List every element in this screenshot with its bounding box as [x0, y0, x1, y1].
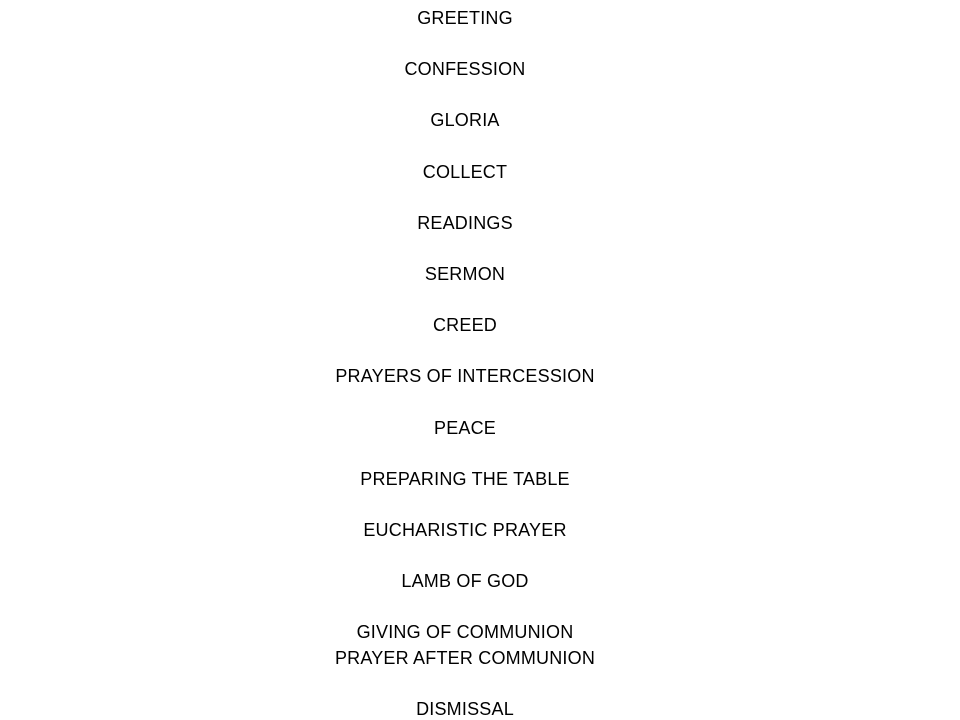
- liturgy-item-readings: READINGS: [417, 213, 513, 233]
- liturgy-item-preparing-the-table: PREPARING THE TABLE: [360, 469, 570, 489]
- liturgy-item-peace: PEACE: [433, 418, 497, 438]
- liturgy-item-lamb-of-god: LAMB OF GOD: [401, 571, 529, 591]
- liturgy-item-confession: CONFESSION: [404, 59, 526, 79]
- liturgy-item-prayers-of-intercession: PRAYERS OF INTERCESSION: [335, 366, 595, 386]
- liturgy-item-collect: COLLECT: [422, 162, 508, 182]
- liturgy-item-greeting: GREETING: [417, 8, 513, 28]
- liturgy-item-eucharistic-prayer: EUCHARISTIC PRAYER: [363, 520, 567, 540]
- liturgy-item-giving-of-communion: GIVING OF COMMUNION: [356, 622, 574, 642]
- liturgy-item-dismissal: DISMISSAL: [416, 699, 514, 719]
- liturgy-item-creed: CREED: [432, 315, 497, 335]
- liturgy-item-sermon: SERMON: [424, 264, 506, 284]
- liturgy-item-gloria: GLORIA: [430, 110, 500, 130]
- liturgy-item-prayer-after-communion: PRAYER AFTER COMMUNION: [334, 648, 596, 668]
